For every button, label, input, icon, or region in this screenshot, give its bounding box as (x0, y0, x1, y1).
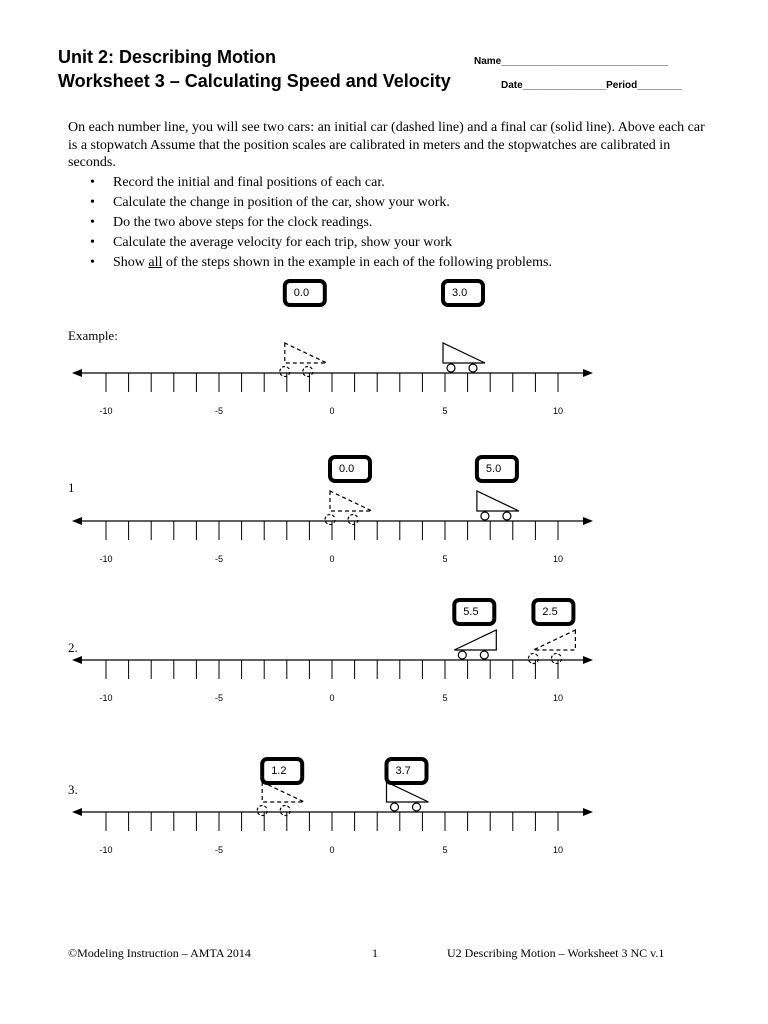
tick-label: -10 (99, 845, 113, 855)
left-arrow-icon (72, 369, 82, 377)
tick-label: 10 (552, 693, 564, 703)
stopwatch-reading: 5.5 (463, 606, 479, 618)
stopwatch-reading: 3.0 (452, 287, 468, 299)
stopwatch-reading: 5.0 (485, 463, 502, 475)
tick-label: 5 (442, 554, 448, 564)
left-arrow-icon (72, 808, 82, 816)
car-wheels (280, 367, 313, 377)
stopwatch-icon (533, 600, 573, 624)
name-field[interactable]: Name______________________________ (474, 56, 669, 67)
tick-label: 10 (552, 406, 564, 416)
stopwatch-reading: 0.0 (339, 463, 355, 475)
stopwatch-icon (443, 281, 483, 305)
car-wheels (325, 515, 358, 525)
car-body (477, 491, 519, 511)
stopwatch-reading: 0.0 (293, 287, 310, 299)
tick-label: 5 (442, 693, 448, 703)
car-body (454, 630, 496, 650)
tick-label: 5 (442, 406, 448, 416)
tick-label: 0 (329, 845, 335, 855)
footer-copyright: ©Modeling Instruction – AMTA 2014 (68, 946, 251, 960)
initial-car-icon (325, 491, 372, 525)
tick-label: -5 (214, 554, 224, 564)
final-car-icon (454, 630, 496, 659)
car-wheel (447, 364, 455, 372)
left-arrow-icon (72, 656, 82, 664)
worksheet-title: Unit 2: Describing Motion (58, 47, 276, 67)
tick-label: 0 (329, 406, 335, 416)
number-line (72, 517, 593, 564)
car-body (443, 343, 485, 363)
tick-label: 0 (329, 554, 335, 564)
step-item: • Calculate the change in position of the car, show your work. (90, 194, 552, 214)
problem-label-2: 2. (68, 640, 78, 655)
step-item: • Show all of the steps shown in the example in each of the following problems. (90, 254, 552, 274)
tick-label: -10 (99, 406, 113, 416)
date-period-field[interactable]: Date_______________Period________ (501, 80, 682, 91)
car-wheel (413, 803, 421, 811)
stopwatch-reading: 1.2 (271, 765, 287, 777)
stopwatch-icon (330, 457, 370, 481)
stopwatch-icon (285, 281, 325, 305)
worksheet-subtitle: Worksheet 3 – Calculating Speed and Velocity (58, 71, 451, 91)
tick-label: -10 (99, 693, 113, 703)
tick-label: 10 (552, 845, 564, 855)
footer-doc-id: U2 Describing Motion – Worksheet 3 NC v.1 (447, 946, 665, 960)
stopwatch-icon (454, 600, 494, 624)
initial-car-icon (280, 343, 327, 377)
car-wheel (503, 512, 511, 520)
initial-car-icon (528, 630, 575, 664)
number-line (72, 369, 593, 416)
step-item: • Record the initial and final positions of each car. (90, 174, 552, 194)
car-wheels (257, 806, 290, 816)
car-wheel (458, 651, 466, 659)
number-line (72, 656, 593, 703)
problem-label-3: 3. (68, 782, 78, 797)
footer-page-number: 1 (372, 946, 378, 960)
stopwatch-icon (387, 759, 427, 783)
car-wheels (528, 654, 561, 664)
left-arrow-icon (72, 517, 82, 525)
tick-label: -5 (214, 406, 224, 416)
initial-car-icon (257, 782, 304, 816)
stopwatch-icon (477, 457, 517, 481)
tick-label: 5 (442, 845, 448, 855)
car-wheel (481, 512, 489, 520)
tick-label: -5 (214, 845, 224, 855)
car-wheel (480, 651, 488, 659)
right-arrow-icon (583, 808, 593, 816)
car-wheel (469, 364, 477, 372)
car-wheel (391, 803, 399, 811)
instructions-paragraph: On each number line, you will see two cars: an initial car (dashed line) and a final car (solid line). Above each car is a stopwatch Assume that the position scales are calibrated in meters and the stopwatches are calibrated in seconds. (68, 120, 705, 170)
right-arrow-icon (583, 656, 593, 664)
stopwatch-reading: 2.5 (542, 606, 558, 618)
problem-label-1: 1 (68, 480, 75, 495)
tick-label: -10 (99, 554, 113, 564)
final-car-icon (387, 782, 429, 811)
tick-label: 0 (329, 693, 335, 703)
car-body (533, 630, 575, 650)
step-item: • Calculate the average velocity for each trip, show your work (90, 234, 552, 254)
car-body (285, 343, 327, 363)
tick-label: -5 (214, 693, 224, 703)
right-arrow-icon (583, 369, 593, 377)
final-car-icon (443, 343, 485, 372)
number-line (72, 808, 593, 855)
problem-label-example: Example: (68, 328, 118, 343)
final-car-icon (477, 491, 519, 520)
right-arrow-icon (583, 517, 593, 525)
stopwatch-reading: 3.7 (395, 765, 411, 777)
step-item: • Do the two above steps for the clock readings. (90, 214, 552, 234)
stopwatch-icon (262, 759, 302, 783)
car-body (330, 491, 372, 511)
tick-label: 10 (552, 554, 564, 564)
